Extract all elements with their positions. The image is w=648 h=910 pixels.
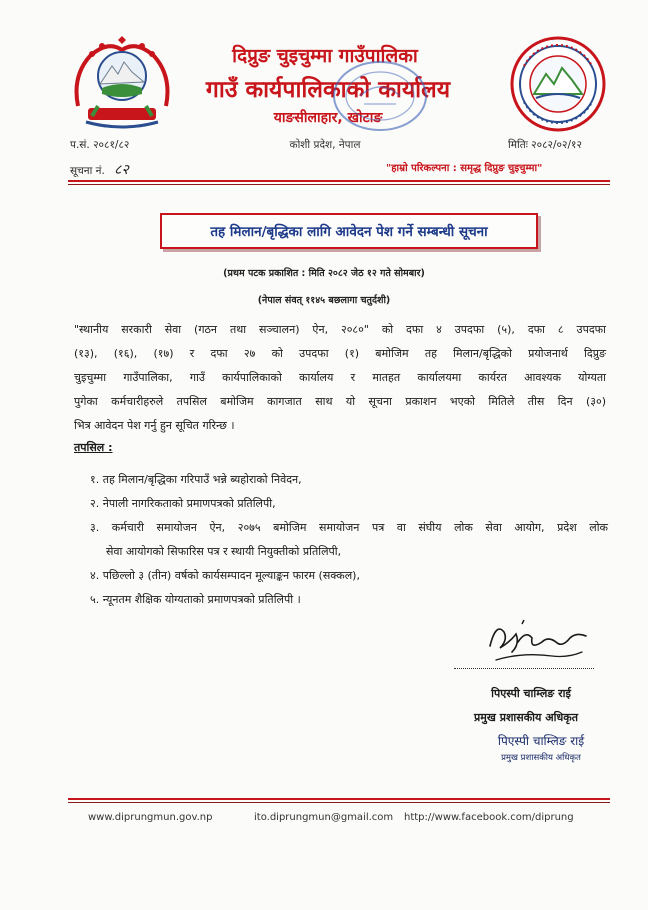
municipality-logo xyxy=(510,36,606,132)
notice-number xyxy=(70,160,129,179)
body-line: पुगेका कर्मचारीहरुले तपसिल बमोजिम कागजात साथ यो सूचना प्रकाशन भएको मितिले तीस दिन (३०) xyxy=(74,395,606,408)
footer-divider xyxy=(68,798,610,800)
notice-number-value: ८२ xyxy=(114,162,129,178)
list-item: ३. कर्मचारी समायोजन ऐन, २०७५ बमोजिम समायोजन पत्र वा संघीय लोक सेवा आयोग, प्रदेश लोक xyxy=(90,521,608,534)
publication-date: (प्रथम पटक प्रकाशित : मिति २०८२ जेठ १२ गते सोमबार) xyxy=(223,268,425,279)
body-line: "स्थानीय सरकारी सेवा (गठन तथा सञ्चालन) ऐन, २०८०" को दफा ४ उपदफा (५), दफा ८ उपदफा xyxy=(74,323,606,336)
document-list xyxy=(90,468,610,612)
notice-title-box xyxy=(160,213,538,249)
signer-designation: प्रमुख प्रशासकीय अधिकृत xyxy=(474,711,578,724)
issue-date: मितिः २०८२/०२/१२ xyxy=(508,139,582,151)
notice-title: तह मिलान/बृद्धिका लागि आवेदन पेश गर्ने सम्बन्धी सूचना xyxy=(210,224,488,240)
footer-facebook: http://www.facebook.com/diprung xyxy=(404,812,574,823)
footer-website: www.diprungmun.gov.np xyxy=(88,812,213,823)
notice-body xyxy=(74,318,606,438)
body-line: (१३), (१६), (१७) र दफा २७ को उपदफा (१) बमोजिम तह मिलान/बृद्धिको प्रयोजनार्थ दिप्रुङ xyxy=(74,347,606,360)
list-item: १. तह मिलान/बृद्धिका गरिपाउँ भन्ने ब्यहोराको निवेदन, xyxy=(90,473,302,486)
designation-stamp: प्रमुख प्रशासकीय अधिकृत xyxy=(501,753,581,763)
footer-divider-thin xyxy=(68,802,610,803)
slogan: "हाम्रो परिकल्पना : समृद्ध दिप्रुङ चुइचुम्मा" xyxy=(386,163,543,174)
office-name: गाउँ कार्यपालिकाको कार्यालय xyxy=(205,77,451,103)
office-stamp xyxy=(320,56,440,136)
header-divider-thin xyxy=(68,184,610,185)
body-line: भित्र आवेदन पेश गर्नु हुन सूचित गरिन्छ । xyxy=(74,419,235,432)
list-item-continuation: सेवा आयोगको सिफारिस पत्र र स्थायी नियुक्तीको प्रतिलिपी, xyxy=(106,545,342,558)
reference-number: प.सं. २०८१/८२ xyxy=(70,139,130,151)
municipality-name: दिप्रुङ चुइचुम्मा गाउँपालिका xyxy=(232,45,418,67)
footer-email: ito.diprungmun@gmail.com xyxy=(254,812,394,823)
header-divider xyxy=(68,180,610,182)
list-item: २. नेपाली नागरिकताको प्रमाणपत्रको प्रतिलिपी, xyxy=(90,497,276,510)
signer-name: पिएस्पी चाम्लिङ राई xyxy=(491,687,571,700)
province-name: कोशी प्रदेश, नेपाल xyxy=(289,139,361,151)
nepal-sambat-date: (नेपाल संवत् ११४५ बछलागा चतुर्दशी) xyxy=(257,295,391,306)
handwritten-signature xyxy=(482,612,594,668)
list-item: ४. पछिल्लो ३ (तीन) वर्षको कार्यसम्पादन मूल्याङ्कन फारम (सक्कल), xyxy=(90,569,360,582)
notice-number-label: सूचना नं. xyxy=(70,165,105,177)
office-address: याङसीलाहार, खोटाङ xyxy=(273,110,383,126)
nepal-emblem-logo xyxy=(68,36,176,136)
list-heading: तपसिल : xyxy=(74,441,113,454)
list-item: ५. न्यूनतम शैक्षिक योग्यताको प्रमाणपत्रको प्रतिलिपी । xyxy=(90,593,301,606)
body-line: चुइचुम्मा गाउँपालिका, गाउँ कार्यपालिकाको कार्यालय र मातहत कार्यालयमा कार्यरत आवश्यक योग्यता xyxy=(74,371,606,384)
name-stamp: पिएस्पी चाम्लिङ राई xyxy=(497,734,585,748)
signature-line xyxy=(454,668,594,669)
